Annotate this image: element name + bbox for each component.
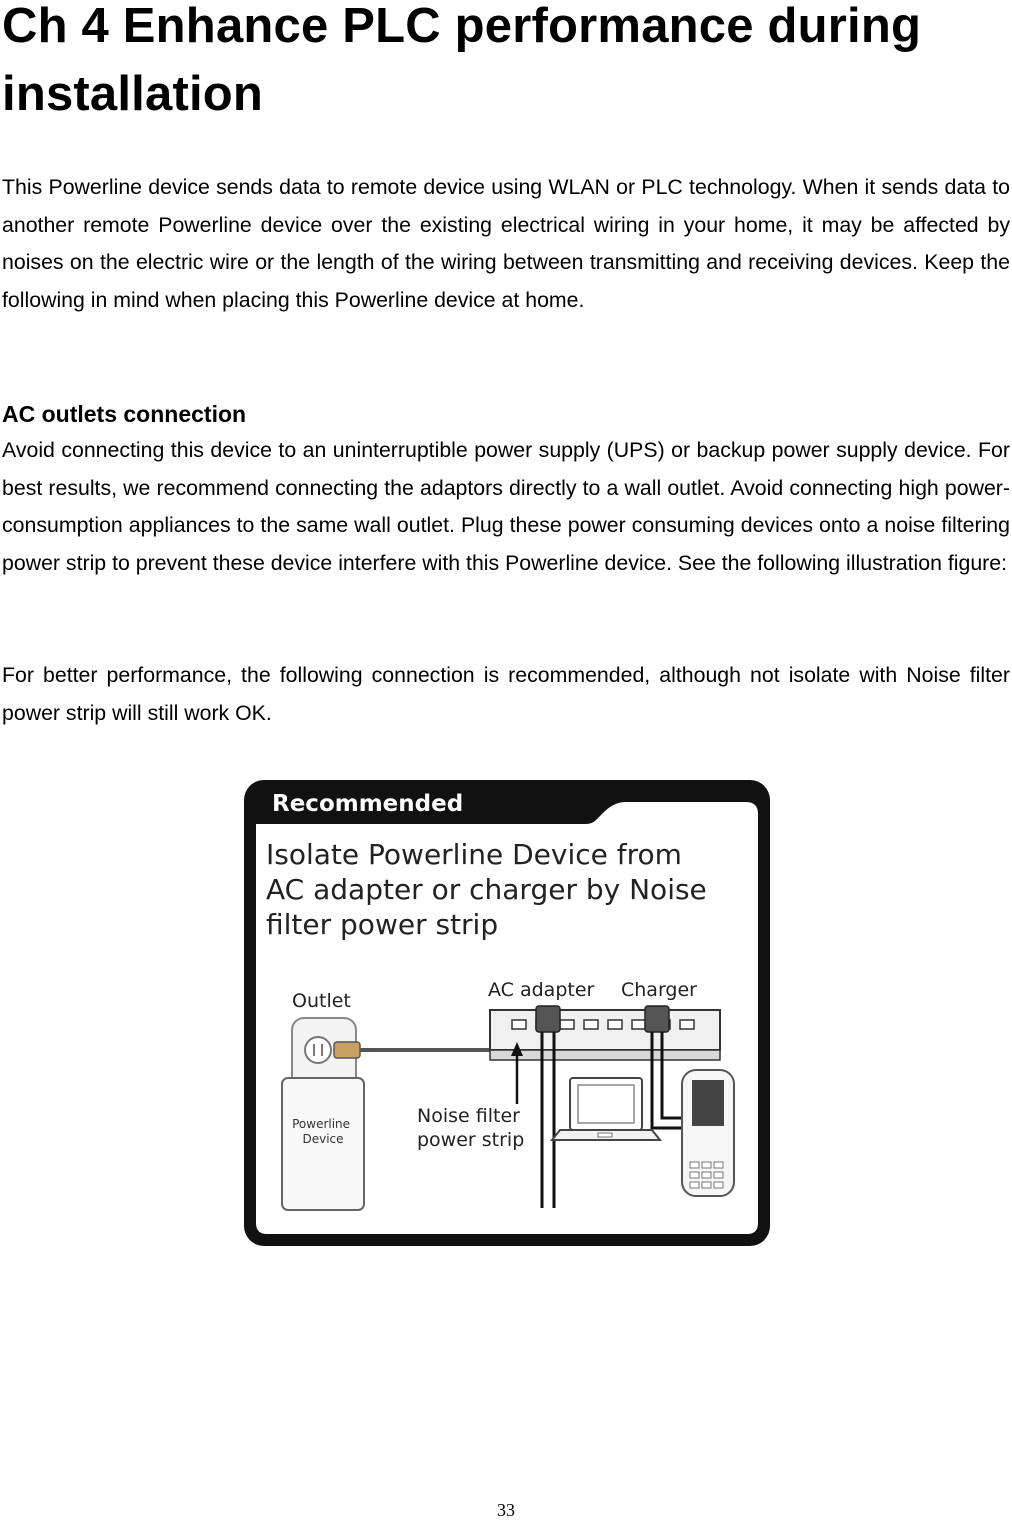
outlet-label: Outlet [292, 990, 351, 1012]
ac-adapter-label: AC adapter [488, 979, 595, 1001]
charger-label: Charger [621, 979, 697, 1001]
section-body-paragraph: Avoid connecting this device to an uninterruptible power supply (UPS) or backup power supply device. For best results, we recommend connecting the adaptors directly to a wall outlet. Avoid connecting high power-consumption appliances to the same wall outlet. Plug these power consuming devices onto a noise filtering power strip to prevent these device interfere with this Powerline device. See the following illustration figure: [2, 438, 1010, 575]
recommended-connection-figure [242, 778, 772, 1248]
charger-plug [645, 1006, 669, 1032]
ac-adapter-plug [536, 1006, 560, 1032]
noise-filter-label: Noise filter power strip [417, 1105, 525, 1151]
intro-paragraph: This Powerline device sends data to remote device using WLAN or PLC technology. When it sends data to another remote Powerline device over the existing electrical wiring in your home, it may be affected by noises on the electric wire or the length of the wiring between transmitting and receiving devices. Keep the following in mind when placing this Powerline device at home. [2, 175, 1010, 312]
powerline-device-label: Powerline Device [292, 1117, 351, 1146]
banner-label: Recommended [272, 791, 464, 817]
recommendation-paragraph: For better performance, the following connection is recommended, although not isolate with Noise filter power strip will still work OK. [2, 663, 1010, 725]
page-title: Ch 4 Enhance PLC performance during installation [2, 0, 922, 121]
page-number: 33 [497, 1500, 515, 1520]
section-heading: AC outlets connection [2, 401, 247, 427]
figure-caption: Isolate Powerline Device from AC adapter or charger by Noise filter power strip [266, 838, 707, 941]
outlet-socket [305, 1037, 331, 1063]
power-plug [334, 1042, 360, 1058]
noise-filter-power-strip [490, 1010, 720, 1050]
